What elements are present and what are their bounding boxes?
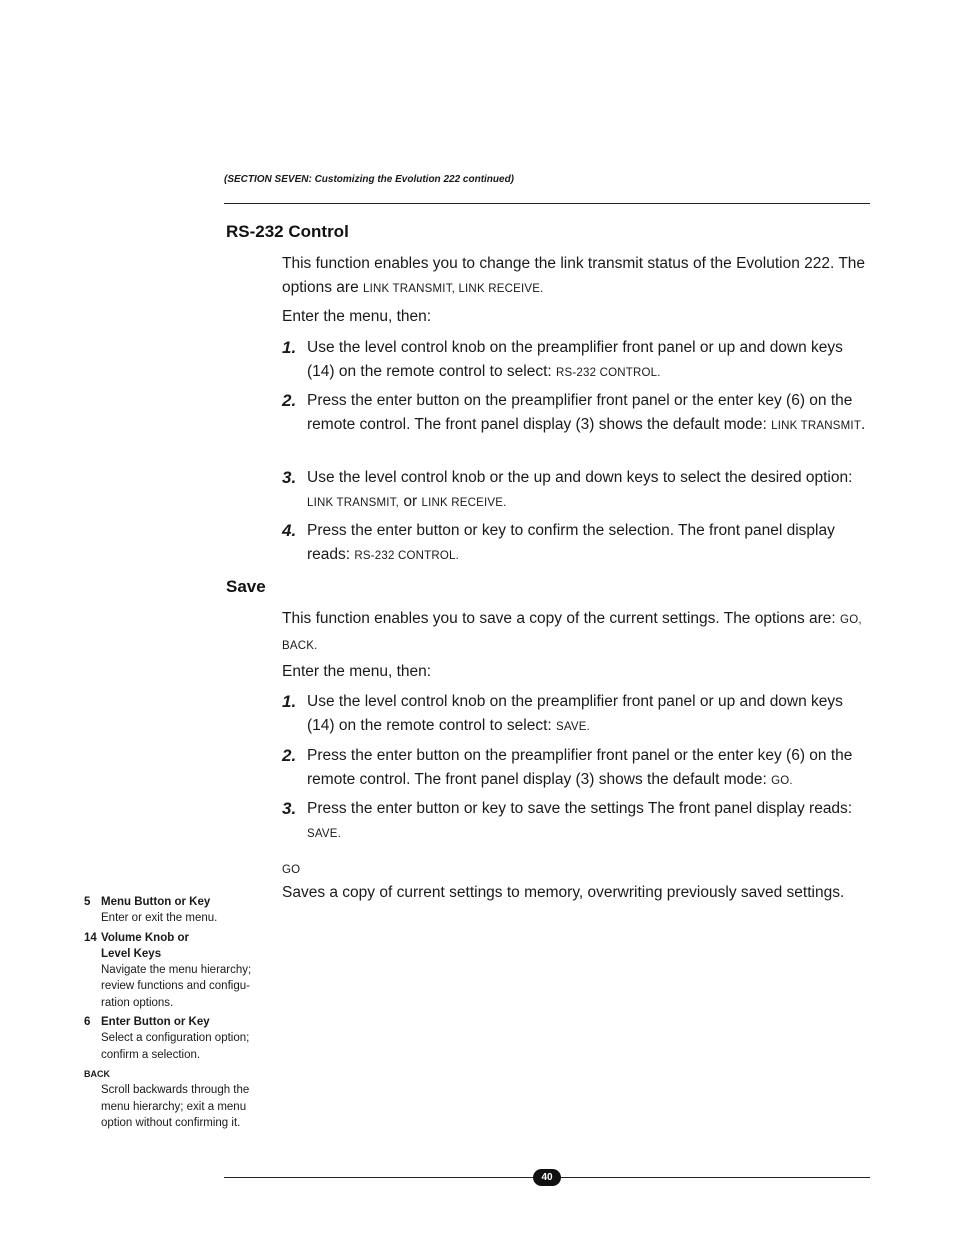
legend-description: Scroll backwards through the menu hierarchy; exit a menu option without confirming it.	[101, 1084, 250, 1129]
step-text: Press the enter button on the preamplifier front panel or the enter key (6) on the remote control. The front panel display (3) shows the default mode: GO.	[307, 747, 853, 788]
step-text: Press the enter button or key to confirm the selection. The front panel display reads: RS-232 CONTROL.	[307, 522, 835, 563]
save-intro-text: This function enables you to save a copy of the current settings. The options are:	[282, 610, 841, 627]
rs232-enter: Enter the menu, then:	[282, 308, 432, 325]
step-number: 2.	[282, 746, 297, 765]
step-number: 2.	[282, 391, 297, 410]
step-text: Use the level control knob on the preamplifier front panel or up and down keys (14) on the remote control to select: SAVE.	[307, 693, 843, 734]
sidebar-legend	[84, 894, 264, 1134]
step-number: 4.	[282, 521, 297, 540]
step-text: Press the enter button or key to save the settings The front panel display reads: SAVE.	[307, 800, 853, 840]
legend-back-label: BACK	[84, 1068, 110, 1079]
legend-number: 6	[84, 1016, 91, 1029]
legend-title: Enter Button or Key	[101, 1016, 210, 1029]
save-heading: Save	[226, 577, 266, 596]
legend-description: Navigate the menu hierarchy; review functions and configu-ration options.	[101, 964, 252, 1009]
rs232-intro	[282, 252, 872, 301]
save-step-2	[282, 744, 872, 793]
rs232-step-4	[282, 519, 872, 568]
rs232-intro-options: LINK TRANSMIT, LINK RECEIVE.	[363, 282, 544, 295]
save-step-3	[282, 797, 872, 846]
header-rule	[224, 203, 870, 204]
step-number: 3.	[282, 468, 297, 487]
step-number: 1.	[282, 338, 297, 357]
rs232-step-1	[282, 336, 872, 385]
rs232-intro-text: This function enables you to change the link transmit status of the Evolution 222. The options are	[282, 255, 866, 296]
step-number: 1.	[282, 692, 297, 711]
legend-item-enter	[84, 1014, 264, 1063]
page-number: 40	[533, 1169, 561, 1186]
save-enter: Enter the menu, then:	[282, 663, 432, 680]
step-text: Use the level control knob or the up and down keys to select the desired option: LINK TRANSMIT, or LINK RECEIVE.	[307, 469, 853, 510]
save-step-1	[282, 690, 872, 739]
step-number: 3.	[282, 799, 297, 818]
section-header: (SECTION SEVEN: Customizing the Evolution 222 continued)	[224, 174, 515, 185]
legend-item-volume	[84, 930, 264, 1011]
legend-number: 14	[84, 931, 97, 944]
go-option-label: GO	[282, 864, 301, 876]
rs232-step-2	[282, 389, 872, 438]
legend-description: Select a configuration option; confirm a selection.	[101, 1032, 250, 1061]
legend-item-back	[84, 1066, 264, 1131]
save-intro-options: GO, BACK.	[282, 614, 862, 652]
legend-title: Volume Knob or Level Keys	[101, 931, 189, 960]
go-option-description: Saves a copy of current settings to memory, overwriting previously saved settings.	[282, 884, 845, 901]
legend-title: Menu Button or Key	[101, 896, 211, 908]
legend-description: Enter or exit the menu.	[101, 912, 218, 925]
legend-number: 5	[84, 896, 91, 908]
rs232-heading: RS-232 Control	[226, 222, 349, 241]
step-text: Use the level control knob on the preamplifier front panel or up and down keys (14) on the remote control to select: RS-232 CONTROL.	[307, 339, 843, 380]
step-text: Press the enter button on the preamplifier front panel or the enter key (6) on the remote control. The front panel display (3) shows the default mode: LINK TRANSMIT.	[307, 392, 866, 433]
legend-item-menu	[84, 894, 264, 927]
save-intro	[282, 607, 872, 658]
rs232-step-3	[282, 466, 872, 515]
